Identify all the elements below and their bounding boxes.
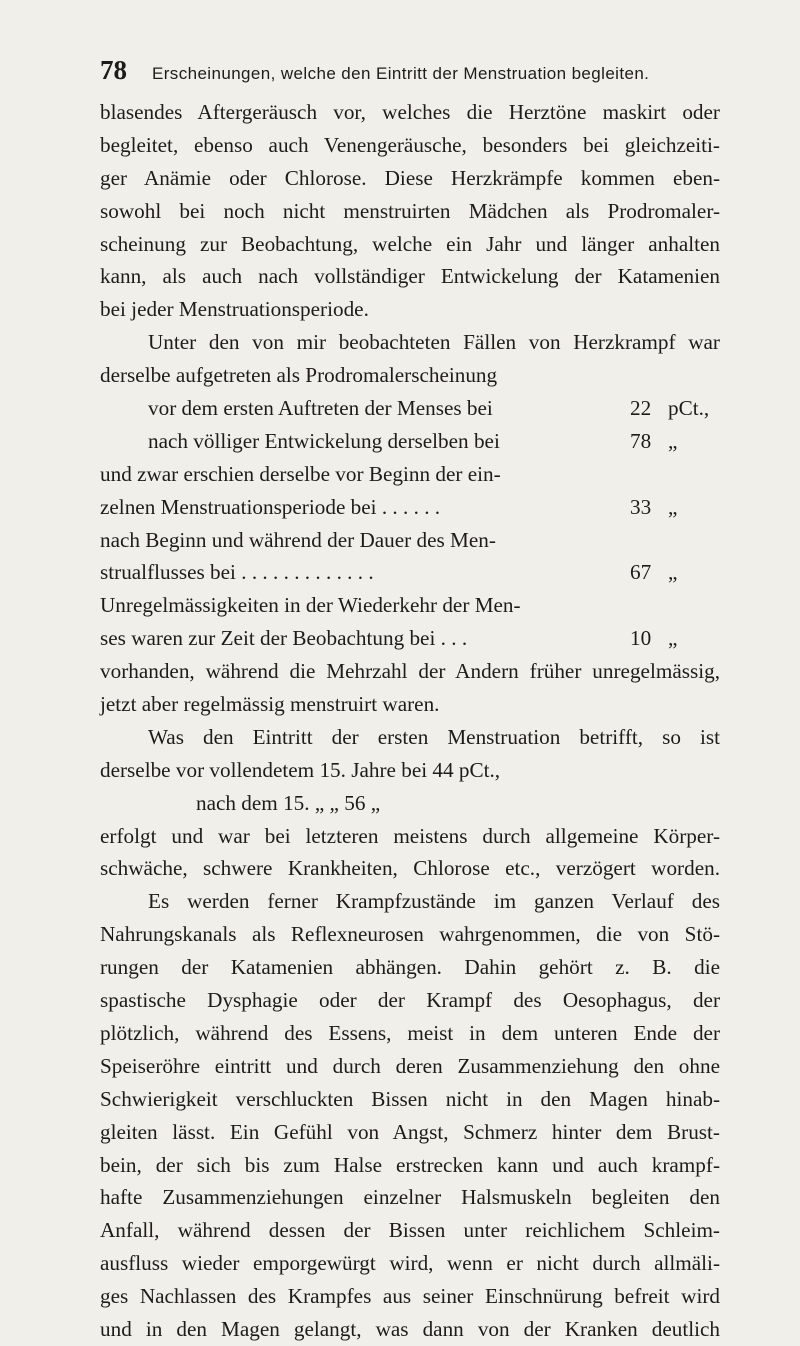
text-line: nach dem 15. „ „ 56 „ <box>196 790 381 815</box>
statistics-row <box>100 524 720 557</box>
text-line: Nahrungskanals als Reflexneurosen wahrgenommen, die von Stö- <box>100 922 720 947</box>
page-header <box>100 55 720 89</box>
statistics-unit <box>668 524 720 557</box>
statistics-label: zelnen Menstruationsperiode bei . . . . . . <box>100 494 441 519</box>
text-line: jetzt aber regelmässig menstruirt waren. <box>100 692 440 717</box>
text-line: ger Anämie oder Chlorose. Diese Herzkrämpfe kommen eben- <box>100 165 720 190</box>
paragraph-block-1 <box>100 96 720 392</box>
text-line: Speiseröhre eintritt und durch deren Zusammenziehung den ohne <box>100 1053 720 1078</box>
text-line: vorhanden, während die Mehrzahl der Andern früher unregelmässig, <box>100 659 720 684</box>
statistics-value: 33 <box>630 494 652 519</box>
statistics-label: ses waren zur Zeit der Beobachtung bei . . . <box>100 626 468 651</box>
text-line: gleiten lässt. Ein Gefühl von Angst, Schmerz hinter dem Brust- <box>100 1119 720 1144</box>
statistics-unit <box>668 589 720 622</box>
statistics-row <box>100 622 720 655</box>
statistics-value: 67 <box>630 560 652 585</box>
statistics-label: strualflusses bei . . . . . . . . . . . . . <box>100 560 374 585</box>
statistics-label: vor dem ersten Auftreten der Menses bei <box>148 396 493 421</box>
text-line: spastische Dysphagie oder der Krampf des Oesophagus, der <box>100 988 720 1013</box>
running-title: Erscheinungen, welche den Eintritt der Menstruation begleiten. <box>152 64 650 83</box>
statistics-label: nach völliger Entwickelung derselben bei <box>148 428 500 453</box>
statistics-unit: pCt., <box>668 396 710 421</box>
text-line: bei jeder Menstruationsperiode. <box>100 297 369 322</box>
text-line: scheinung zur Beobachtung, welche ein Jahr und länger anhalten <box>100 231 720 256</box>
text-line: Unter den von mir beobachteten Fällen von Herzkrampf war <box>148 330 720 355</box>
text-line: rungen der Katamenien abhängen. Dahin gehört z. B. die <box>100 955 720 980</box>
paragraph-block-2 <box>100 655 720 1346</box>
statistics-label: nach Beginn und während der Dauer des Men- <box>100 527 496 552</box>
text-line: kann, als auch nach vollständiger Entwickelung der Katamenien <box>100 264 720 289</box>
page-number: 78 <box>100 55 127 85</box>
statistics-row <box>100 458 720 491</box>
text-line: derselbe aufgetreten als Prodromalerscheinung <box>100 363 498 388</box>
text-line: blasendes Aftergeräusch vor, welches die Herztöne maskirt oder <box>100 100 720 124</box>
statistics-unit: „ <box>668 428 678 453</box>
text-line: Es werden ferner Krampfzustände im ganzen Verlauf des <box>148 889 720 914</box>
statistics-value: 22 <box>630 396 652 421</box>
statistics-unit: „ <box>668 560 678 585</box>
statistics-row <box>100 491 720 524</box>
statistics-value <box>630 458 668 491</box>
text-line: Was den Eintritt der ersten Menstruation betrifft, so ist <box>148 724 720 749</box>
statistics-unit: „ <box>668 626 678 651</box>
text-line: plötzlich, während des Essens, meist in dem unteren Ende der <box>100 1020 720 1045</box>
statistics-list <box>100 392 720 655</box>
text-line: sowohl bei noch nicht menstruirten Mädchen als Prodromaler- <box>100 198 720 223</box>
body-text <box>100 96 720 1346</box>
statistics-label: Unregelmässigkeiten in der Wiederkehr der Men- <box>100 593 521 618</box>
statistics-unit: „ <box>668 494 678 519</box>
text-line: ges Nachlassen des Krampfes aus seiner Einschnürung befreit wird <box>100 1284 720 1309</box>
statistics-row <box>100 589 720 622</box>
text-line: Anfall, während dessen der Bissen unter reichlichem Schleim- <box>100 1218 720 1243</box>
statistics-row <box>100 425 720 458</box>
text-line: begleitet, ebenso auch Venengeräusche, besonders bei gleichzeiti- <box>100 132 720 157</box>
statistics-value <box>630 589 668 622</box>
text-line: schwäche, schwere Krankheiten, Chlorose etc., verzögert worden. <box>100 856 720 881</box>
statistics-row <box>100 392 720 425</box>
text-line: ausfluss wieder emporgewürgt wird, wenn er nicht durch allmäli- <box>100 1251 720 1276</box>
text-line: bein, der sich bis zum Halse erstrecken kann und auch krampf- <box>100 1152 720 1177</box>
statistics-value <box>630 524 668 557</box>
text-line: hafte Zusammenziehungen einzelner Halsmuskeln begleiten den <box>100 1185 720 1210</box>
statistics-label: und zwar erschien derselbe vor Beginn der ein- <box>100 461 501 486</box>
text-line: und in den Magen gelangt, was dann von der Kranken deutlich <box>100 1316 720 1341</box>
statistics-row <box>100 556 720 589</box>
statistics-value: 78 <box>630 428 652 453</box>
text-line: derselbe vor vollendetem 15. Jahre bei 44 pCt., <box>100 757 501 782</box>
statistics-unit <box>668 458 720 491</box>
statistics-value: 10 <box>630 626 652 651</box>
text-line: erfolgt und war bei letzteren meistens durch allgemeine Körper- <box>100 823 720 848</box>
text-line: Schwierigkeit verschluckten Bissen nicht in den Magen hinab- <box>100 1086 720 1111</box>
